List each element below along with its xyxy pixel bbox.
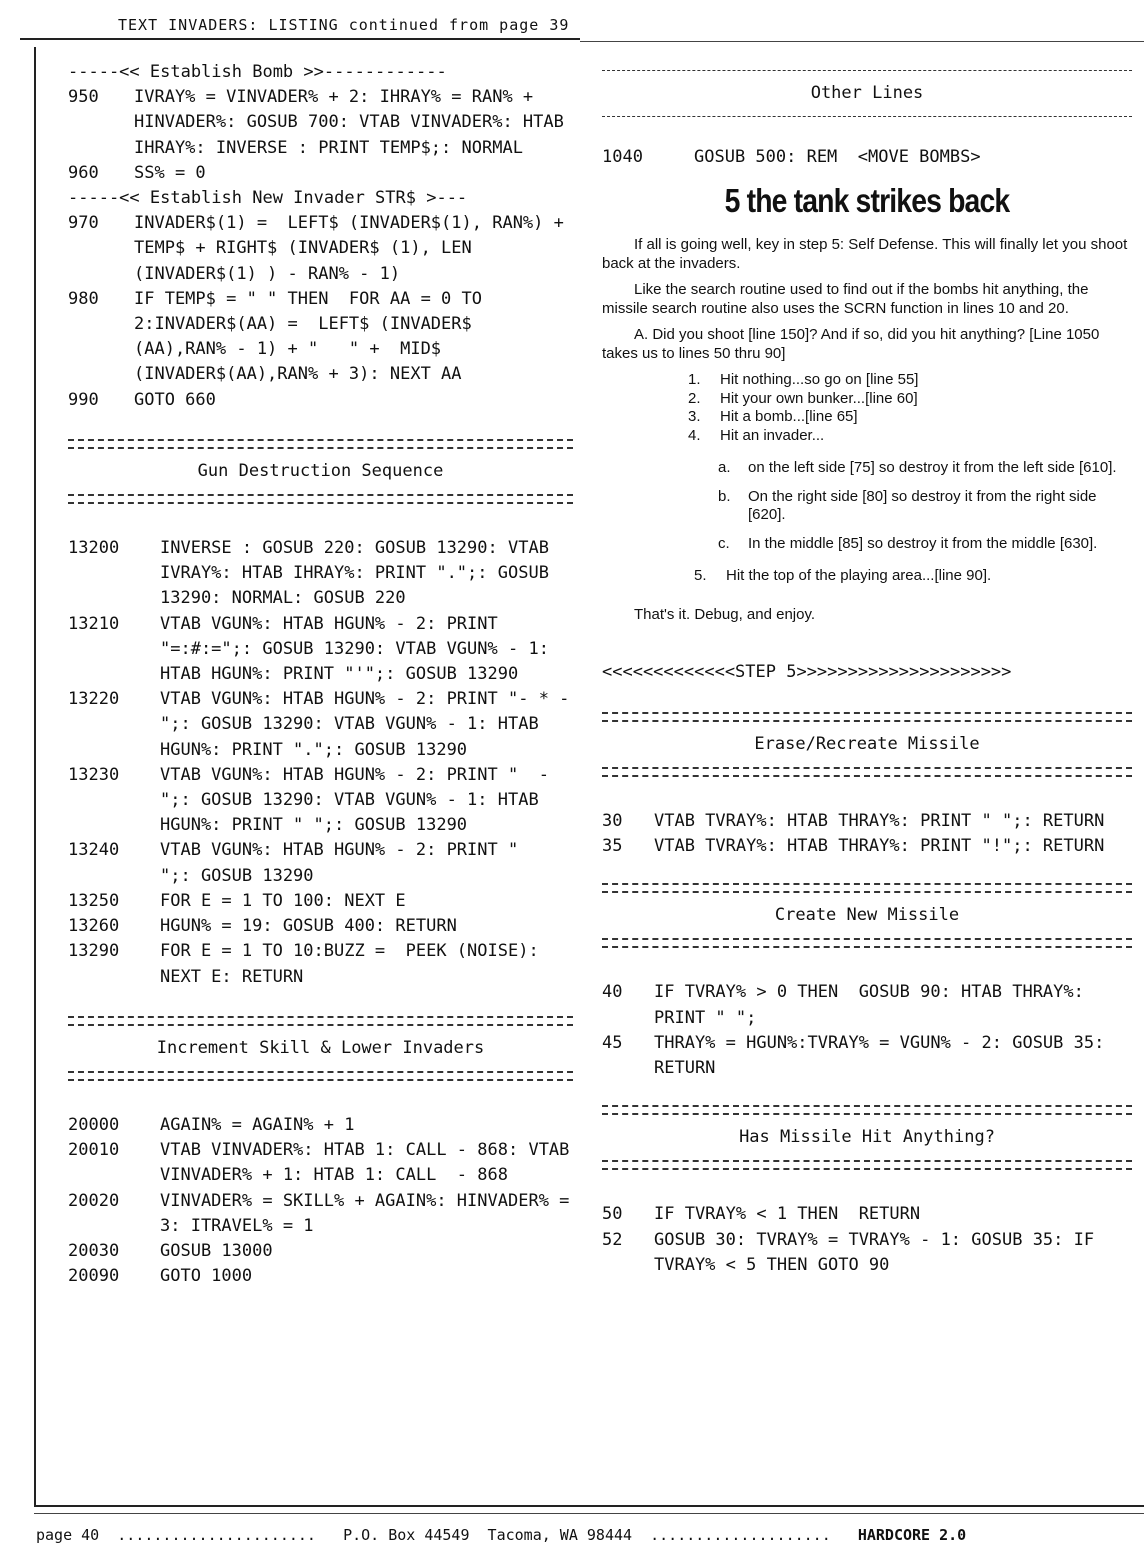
paragraph: If all is going well, key in step 5: Self Defense. This will finally let you shoot back at the invaders.	[602, 236, 1128, 272]
code-line: 960 SS% = 0	[68, 162, 206, 183]
code-line: 13210 VTAB VGUN%: HTAB HGUN% - 2: PRINT "=:#:=";: GOSUB 13290: VTAB VGUN% - 1: HTAB HGUN%: PRINT "'";: GOSUB 13290	[68, 613, 560, 685]
page-footer	[36, 1526, 1096, 1544]
code-line: 13260 HGUN% = 19: GOSUB 400: RETURN	[68, 916, 457, 937]
header-rule-right	[580, 41, 1144, 42]
code-line: 20030 GOSUB 13000	[68, 1240, 273, 1261]
list-item: 1. Hit nothing...so go on [line 55]	[688, 371, 919, 389]
code-line: 40 IF TVRAY% > 0 THEN GOSUB 90: HTAB THRAY%: PRINT " ";	[602, 982, 1095, 1028]
code-line: 13250 FOR E = 1 TO 100: NEXT E	[68, 890, 406, 911]
code-line: 13230 VTAB VGUN%: HTAB HGUN% - 2: PRINT " - ";: GOSUB 13290: VTAB VGUN% - 1: HTAB HGUN%: PRINT " ";: GOSUB 13290	[68, 764, 570, 836]
section-rule	[68, 439, 573, 449]
step-heading: 5 the tank strikes back	[724, 182, 1010, 220]
code-line: 13240 VTAB VGUN%: HTAB HGUN% - 2: PRINT " ";: GOSUB 13290	[68, 840, 570, 886]
header-rule	[20, 38, 580, 40]
paragraph: Like the search routine used to find out if the bombs hit anything, the missile search routine also uses the SCRN function in lines 10 and 20.	[602, 281, 1089, 317]
list-item: c. In the middle [85] so destroy it from the middle [630].	[718, 534, 1098, 552]
list-item: 5. Hit the top of the playing area...[line 90].	[694, 567, 992, 585]
section-rule	[602, 1160, 1132, 1170]
section-rule	[602, 712, 1132, 722]
section-rule	[68, 494, 573, 504]
gun-section-title: Gun Destruction Sequence	[197, 460, 444, 481]
step-banner: <<<<<<<<<<<<<STEP 5>>>>>>>>>>>>>>>>>>>>>	[602, 662, 1012, 683]
section-rule	[602, 767, 1132, 777]
left-column	[68, 60, 580, 1289]
leader-dots: ....................	[632, 1526, 858, 1544]
magazine-name: HARDCORE 2.0	[857, 1526, 967, 1544]
closing-line: That's it. Debug, and enjoy.	[634, 605, 816, 623]
page-number: page 40	[36, 1526, 100, 1544]
section-rule	[68, 1071, 573, 1081]
code-line: 20090 GOTO 1000	[68, 1266, 253, 1287]
invader-sublist	[602, 459, 1132, 553]
section-rule	[602, 883, 1132, 893]
hit-section-title: Has Missile Hit Anything?	[739, 1127, 995, 1148]
code-line: 950 IVRAY% = VINVADER% + 2: IHRAY% = RAN% + HINVADER%: GOSUB 700: VTAB VINVADER%: HTAB IHRAY%: INVERSE : PRINT TEMP$;: NORMAL	[68, 87, 575, 158]
outcome-list	[602, 371, 1132, 445]
right-column	[602, 60, 1132, 1278]
code-line: 52 GOSUB 30: TVRAY% = TVRAY% - 1: GOSUB 35: IF TVRAY% < 5 THEN GOTO 90	[602, 1229, 1105, 1275]
code-line: 20020 VINVADER% = SKILL% + AGAIN%: HINVADER% = 3: ITRAVEL% = 1	[68, 1190, 580, 1236]
code-line: 20010 VTAB VINVADER%: HTAB 1: CALL - 868: VTAB VINVADER% + 1: HTAB 1: CALL - 868	[68, 1140, 580, 1186]
code-line: 1040 GOSUB 500: REM <MOVE BOMBS>	[602, 147, 981, 168]
bomb-section-header: -----<< Establish Bomb >>------------	[68, 62, 447, 82]
page-header-title: TEXT INVADERS: LISTING continued from page 39	[118, 16, 570, 34]
list-item: b. On the right side [80] so destroy it from the right side [620].	[718, 487, 1097, 524]
section-rule	[602, 1105, 1132, 1115]
code-line: 970 INVADER$(1) = LEFT$ (INVADER$(1), RAN%) + TEMP$ + RIGHT$ (INVADER$ (1), LEN (INVADER$(1) ) - RAN% - 1)	[68, 213, 575, 284]
footer-rule	[34, 1513, 1144, 1514]
leader-dots: ......................	[99, 1526, 344, 1544]
address: P.O. Box 44549 Tacoma, WA 98444	[343, 1526, 633, 1544]
invader-section-header: -----<< Establish New Invader STR$ >---	[68, 188, 468, 209]
code-line: 20000 AGAIN% = AGAIN% + 1	[68, 1114, 355, 1135]
list-item: 4. Hit an invader...	[688, 426, 825, 444]
code-line: 13200 INVERSE : GOSUB 220: GOSUB 13290: VTAB IVRAY%: HTAB IHRAY%: PRINT ".";: GOSUB 13290: NORMAL: GOSUB 220	[68, 538, 560, 609]
outcome-list-cont	[602, 567, 1132, 586]
list-item: a. on the left side [75] so destroy it from the left side [610].	[718, 459, 1117, 477]
erase-section-title: Erase/Recreate Missile	[754, 733, 980, 754]
code-line: 45 THRAY% = HGUN%:TVRAY% = VGUN% - 2: GOSUB 35: RETURN	[602, 1032, 1115, 1079]
code-line: 13220 VTAB VGUN%: HTAB HGUN% - 2: PRINT "- * -";: GOSUB 13290: VTAB VGUN% - 1: HTAB HGUN%: PRINT ".";: GOSUB 13290	[68, 689, 570, 760]
code-line: 35 VTAB TVRAY%: HTAB THRAY%: PRINT "!";: RETURN	[602, 836, 1105, 857]
code-line: 50 IF TVRAY% < 1 THEN RETURN	[602, 1204, 921, 1225]
list-item: 2. Hit your own bunker...[line 60]	[688, 389, 918, 407]
section-rule	[68, 1016, 573, 1026]
create-section-title: Create New Missile	[774, 905, 960, 926]
skill-section-title: Increment Skill & Lower Invaders	[156, 1037, 485, 1058]
list-item: 3. Hit a bomb...[line 65]	[688, 408, 858, 426]
section-rule	[602, 938, 1132, 948]
code-line: 980 IF TEMP$ = " " THEN FOR AA = 0 TO 2:INVADER$(AA) = LEFT$ (INVADER$ (AA),RAN% - 1) + " " + MID$ (INVADER$(AA),RAN% + 3): NEXT AA	[68, 288, 493, 385]
paragraph: A. Did you shoot [line 150]? And if so, did you hit anything? [Line 1050 takes us to lines 50 thru 90]	[602, 326, 1100, 362]
article-body	[602, 236, 1132, 624]
other-lines-title: Other Lines	[810, 83, 924, 103]
code-line: 990 GOTO 660	[68, 389, 216, 410]
code-line: 30 VTAB TVRAY%: HTAB THRAY%: PRINT " ";: RETURN	[602, 810, 1105, 831]
code-line: 13290 FOR E = 1 TO 10:BUZZ = PEEK (NOISE): NEXT E: RETURN	[68, 941, 549, 987]
